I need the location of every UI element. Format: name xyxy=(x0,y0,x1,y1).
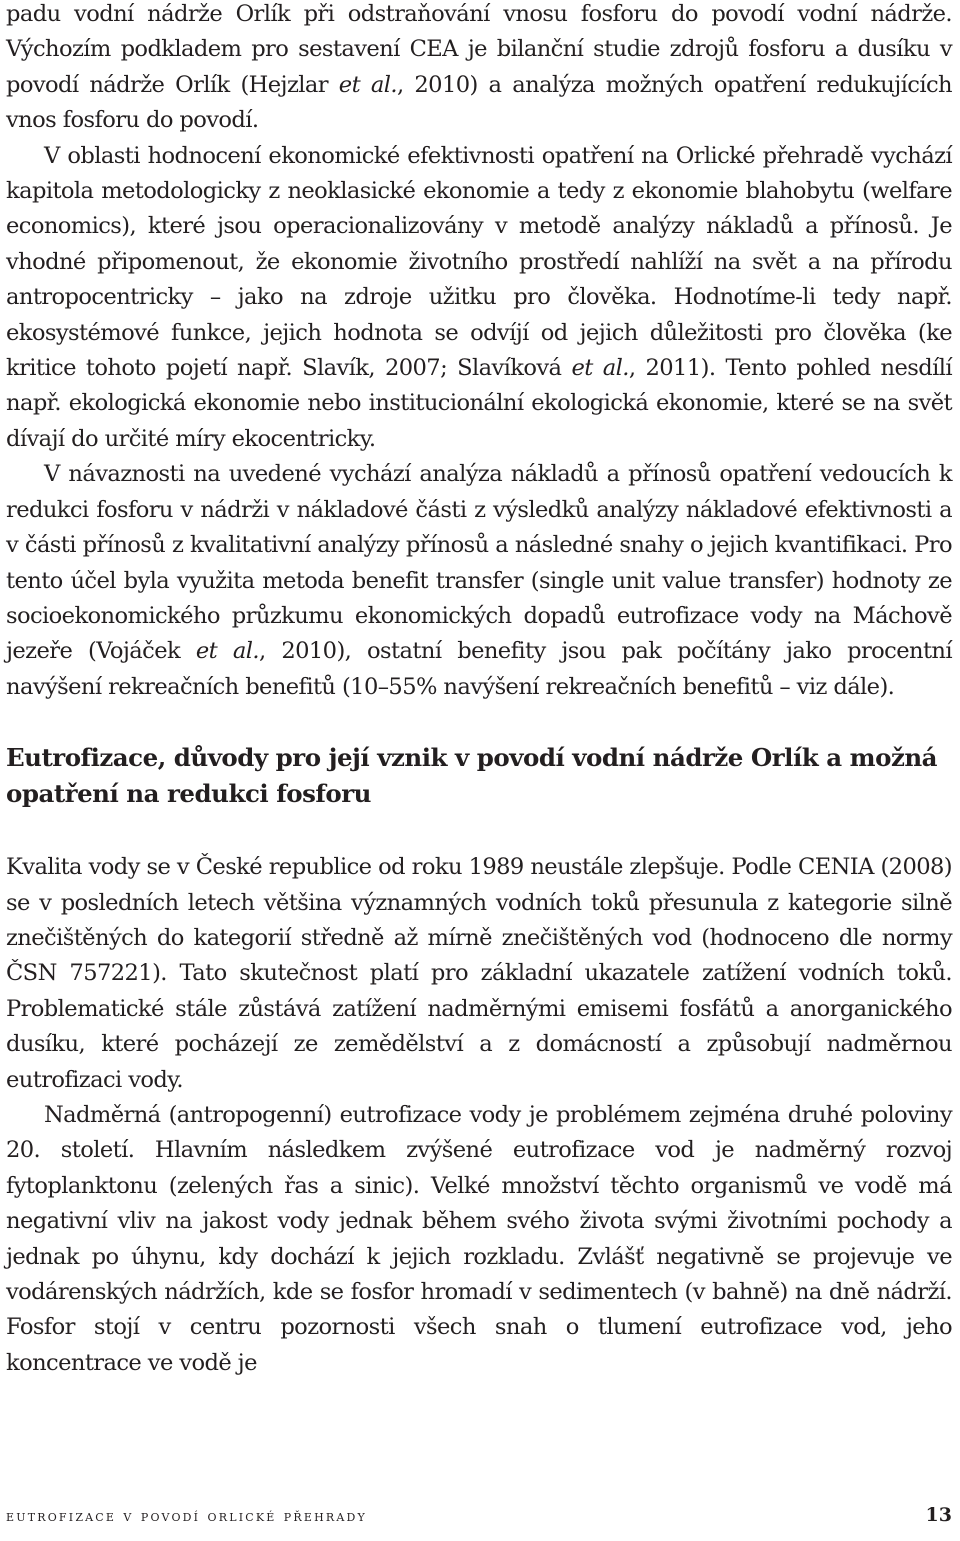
paragraph-1-text: padu vodní nádrže Orlík při odstraňování vnosu fosforu do povodí vodní nádrže. Výchozím podkladem pro sestavení CEA je bilanční studie zdrojů fosforu a dusíku v povodí nádrže Orlík (Hejzlar xyxy=(6,1,952,98)
paragraph-2-text: V oblasti hodnocení ekonomické efektivnosti opatření na Orlické přehradě vychází kapitola metodologicky z neoklasické ekonomie a tedy z ekonomie blahobytu (welfare economics), které jsou operacionalizovány v metodě analýzy nákladů a přínosů. Je vhodné připomenout, že ekonomie životního prostředí nahlíží na svět a na přírodu antropocentricky – jako na zdroje užitku pro člověka. Hodnotíme-li tedy např. ekosystémové funkce, jejich hodnota se odvíjí od jejich důležitosti pro člověka (ke kritice tohoto pojetí např. Slavík, 2007; Slavíková xyxy=(6,142,952,382)
citation-et-al: et al. xyxy=(338,71,397,98)
paragraph-4: Kvalita vody se v České republice od roku 1989 neustále zlepšuje. Podle CENIA (2008) se v posledních letech většina významných vodních toků přesunula z kategorie silně znečištěných do kategorií středně až mírně znečištěných vod (hodnoceno dle normy ČSN 757221). Tato skutečnost platí pro základní ukazatele zatížení vodních toků. Problematické stále zůstává zatížení nadměrnými emisemi fosfátů a anorganického dusíku, které pocházejí ze zemědělství a z domácností a způsobují nadměrnou eutrofizaci vody. xyxy=(6,854,952,1093)
page-body xyxy=(6,0,952,1381)
paragraph-5: Nadměrná (antropogenní) eutrofizace vody je problémem zejména druhé poloviny 20. století. Hlavním následkem zvýšené eutrofizace vod je nadměrný rozvoj fytoplanktonu (zelených řas a sinic). Velké množství těchto organismů ve vodě má negativní vliv na jakost vody jednak během svého života svými životními pochody a jednak po úhynu, kdy dochází k jejich rozkladu. Zvlášť negativně se projevuje ve vodárenských nádržích, kde se fosfor hromadí v sedimentech (v bahně) na dně nádrží. Fosfor stojí v centru pozornosti všech snah o tlumení eutrofizace vod, jeho koncentrace ve vodě je xyxy=(6,1101,952,1376)
paragraph-3-text: V návaznosti na uvedené vychází analýza nákladů a přínosů opatření vedoucích k redukci fosforu v nádrži v nákladové části z výsledků analýzy nákladové efektivnosti a v části přínosů z kvalitativní analýzy přínosů a následné snahy o jejich kvantifikaci. Pro tento účel byla využita metoda benefit transfer (single unit value transfer) hodnoty ze socioekonomického průzkumu ekonomických dopadů eutrofizace vody na Máchově jezeře (Vojáček xyxy=(6,461,952,665)
paragraph-1-text-end: , 2010) a analýza možných opatření redukujících vnos fosforu do povodí. xyxy=(6,71,952,134)
citation-et-al: et al. xyxy=(195,638,259,665)
citation-et-al: et al. xyxy=(571,355,629,382)
paragraph-3-text-end: , 2010), ostatní benefity jsou pak počítány jako procentní navýšení rekreačních benefitů (10–55% navýšení rekreačních benefitů – viz dále). xyxy=(6,638,953,700)
page-number: 13 xyxy=(925,1504,952,1526)
paragraph-3 xyxy=(6,457,952,705)
page-footer xyxy=(6,1506,952,1532)
paragraph-1 xyxy=(6,0,952,139)
paragraph-2 xyxy=(6,139,952,458)
paragraph-2-text-end: , 2011). Tento pohled nesdílí např. ekologická ekonomie nebo institucionální ekologická ekonomie, které se na svět dívají do určité míry ekocentricky. xyxy=(6,355,952,452)
section-heading: Eutrofizace, důvody pro její vznik v povodí vodní nádrže Orlík a možná opatření na redukci fosforu xyxy=(6,743,938,809)
running-head: eutrofizace v povodí orlické přehrady xyxy=(6,1506,368,1525)
